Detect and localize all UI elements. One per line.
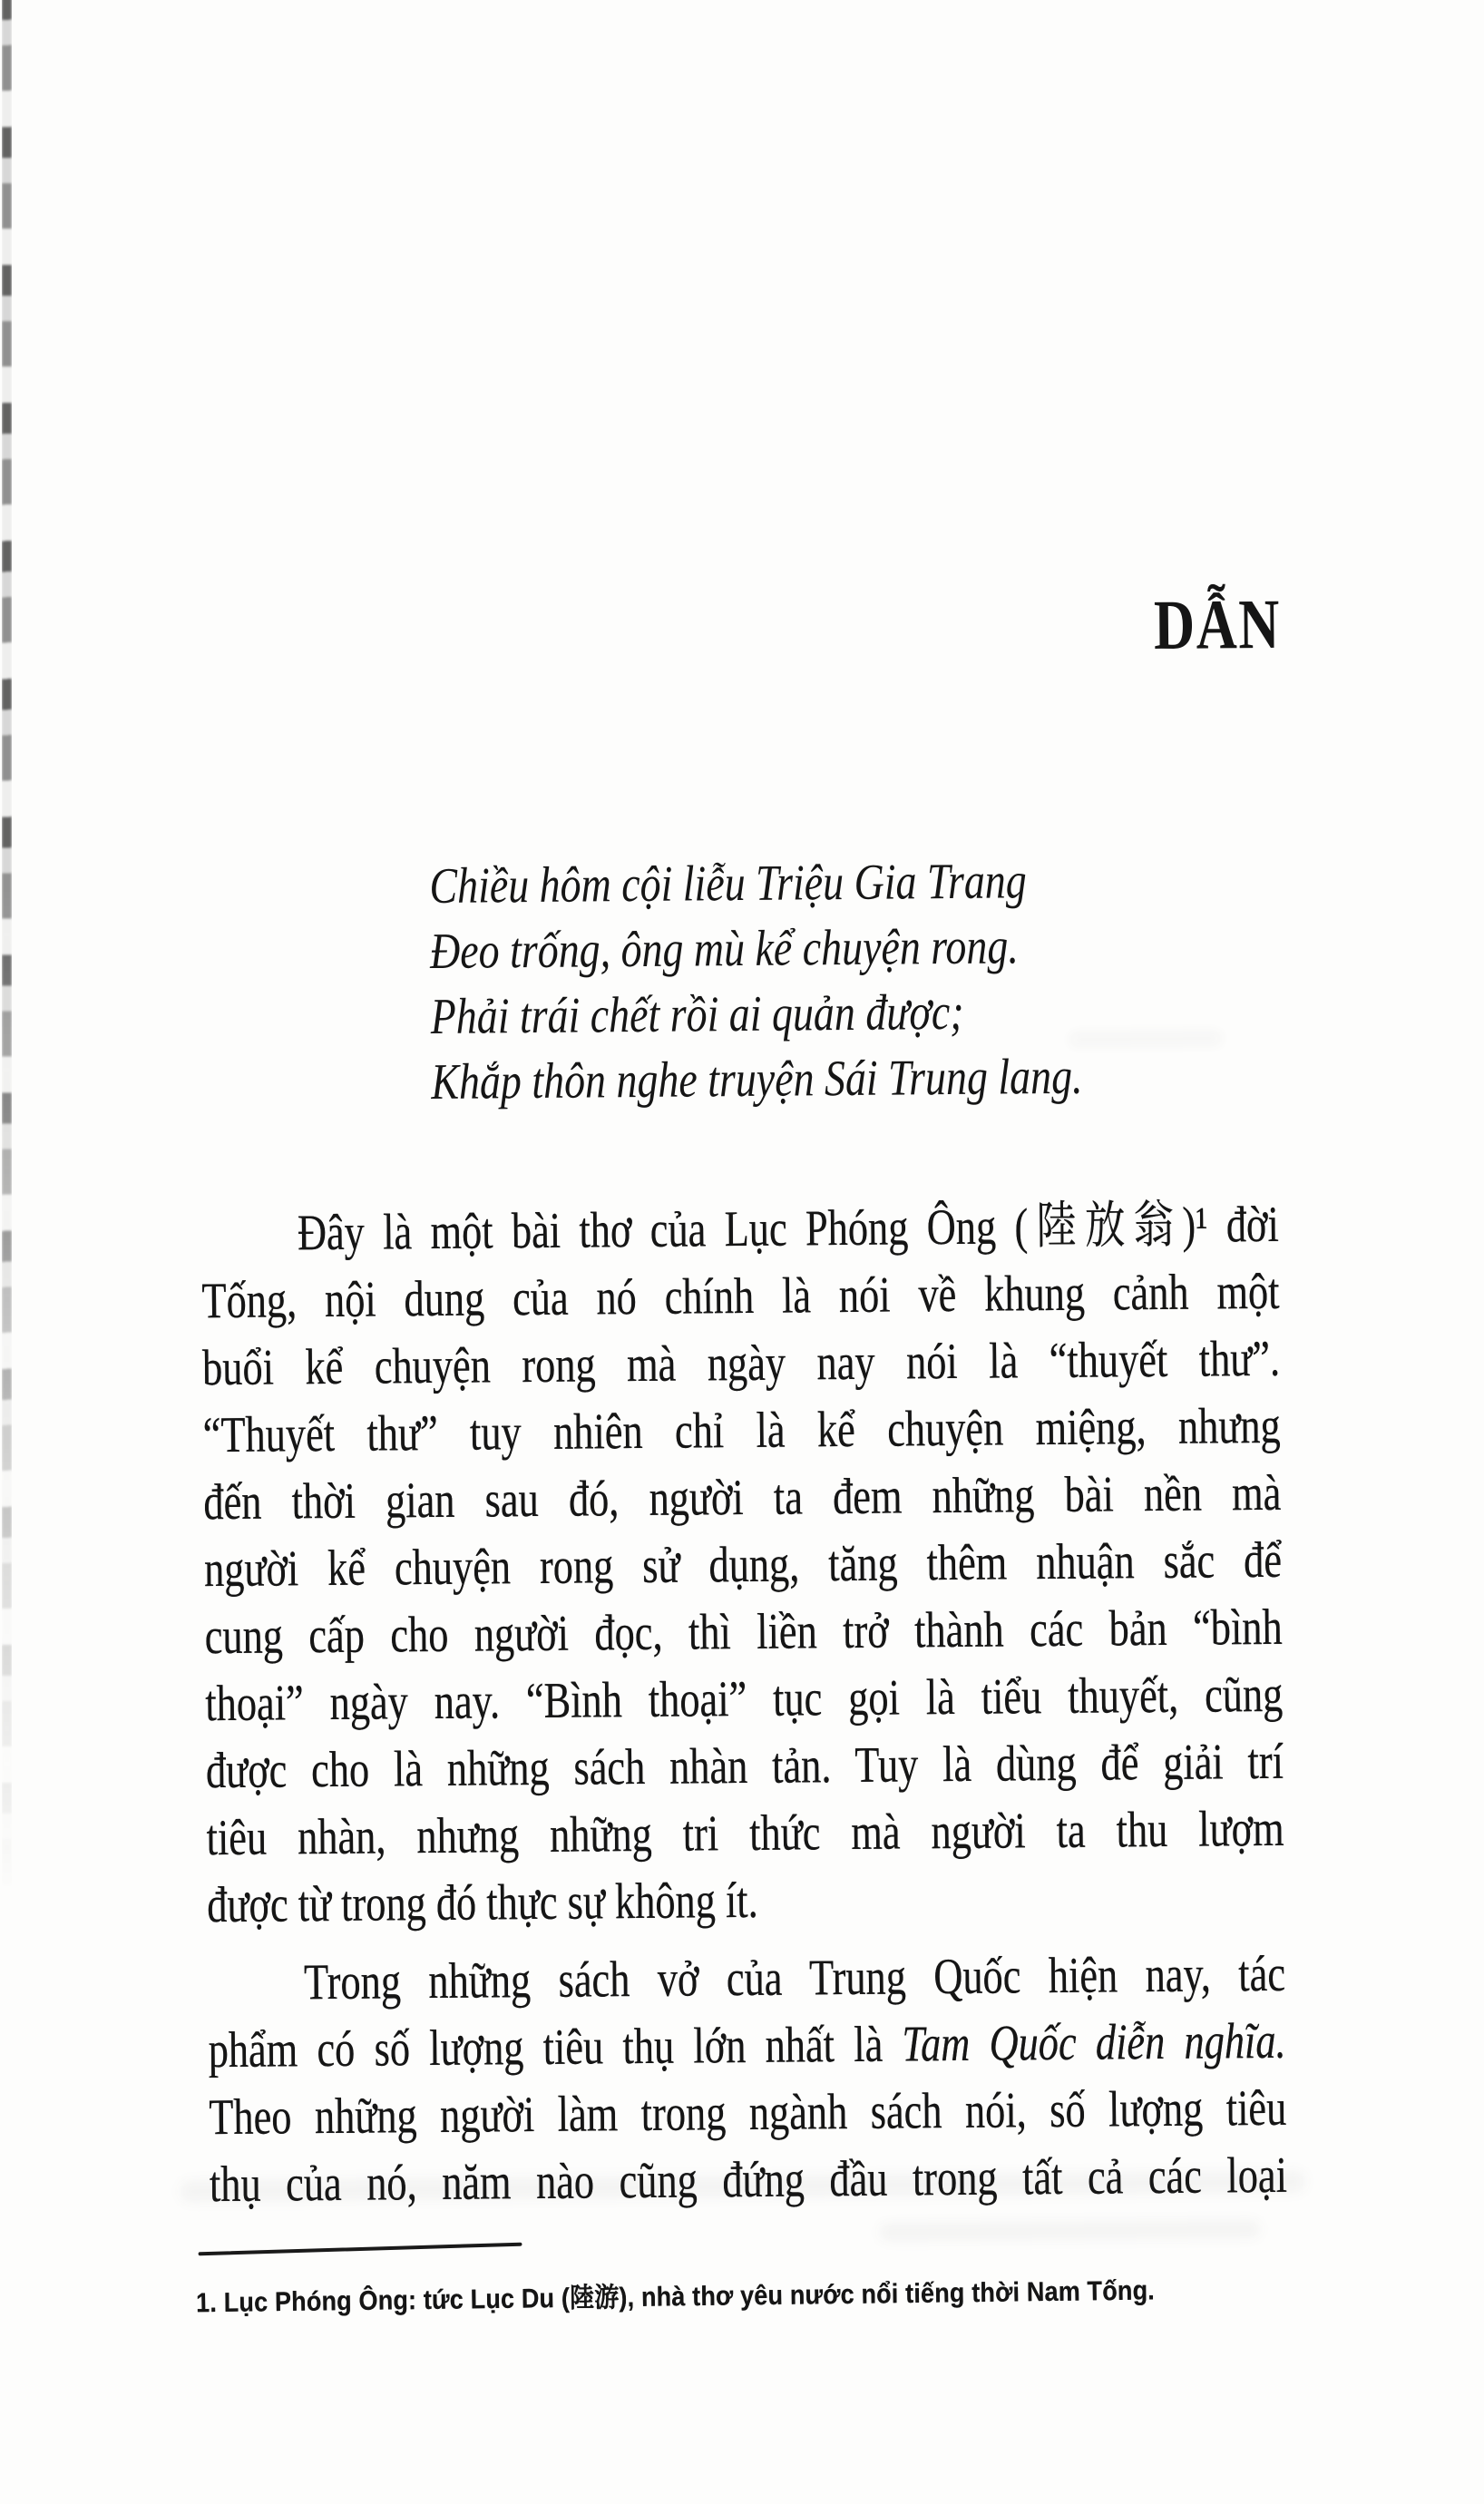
body-line: Tống, nội dung của nó chính là nói về khung cảnh một bbox=[201, 1263, 1280, 1330]
body-line: được từ trong đó thực sự không ít. bbox=[206, 1872, 758, 1934]
poem-line: Khắp thôn nghe truyện Sái Trung lang. bbox=[431, 1048, 1083, 1110]
body-line: được cho là những sách nhàn tản. Tuy là dùng để giải trí bbox=[205, 1733, 1284, 1800]
body-line: tiêu nhàn, nhưng những tri thức mà người ta thu lượm bbox=[206, 1800, 1284, 1867]
paragraph bbox=[200, 1191, 1284, 1939]
showthrough-smudge bbox=[1069, 1030, 1223, 1047]
poem-line: Chiều hôm cội liễu Triệu Gia Trang bbox=[429, 853, 1027, 915]
poem-line: Phải trái chết rồi ai quản được; bbox=[430, 983, 964, 1045]
footnote: 1. Lục Phóng Ông: tức Lục Du (陸游), nhà thơ yêu nước nổi tiếng thời Nam Tống. bbox=[195, 2275, 1156, 2319]
chapter-title: DẪN bbox=[1153, 584, 1282, 665]
body-line: buổi kể chuyện rong mà ngày nay nói là “thuyết thư”. bbox=[201, 1330, 1281, 1397]
poem-line: Đeo trống, ông mù kể chuyện rong. bbox=[429, 918, 1020, 980]
body-line: Trong những sách vở của Trung Quốc hiện nay, tác bbox=[303, 1945, 1286, 2011]
showthrough-smudge bbox=[879, 2220, 1260, 2242]
body-text bbox=[200, 1191, 1287, 2218]
body-line: phẩm có số lượng tiêu thụ lớn nhất là Tam Quốc diễn nghĩa. bbox=[208, 2012, 1286, 2079]
body-line: “Thuyết thư” tuy nhiên chỉ là kể chuyện miệng, nhưng bbox=[202, 1397, 1281, 1464]
body-line: Theo những người làm trong ngành sách nói, số lượng tiêu bbox=[209, 2079, 1287, 2147]
body-line: người kể chuyện rong sử dụng, tăng thêm nhuận sắc để bbox=[203, 1531, 1283, 1599]
body-line: đến thời gian sau đó, người ta đem những bài nền mà bbox=[203, 1464, 1282, 1531]
poem-block bbox=[429, 848, 1083, 1115]
footnote-separator bbox=[199, 2243, 522, 2256]
body-line: thoại” ngày nay. “Bình thoại” tục gọi là tiểu thuyết, cũng bbox=[205, 1666, 1284, 1733]
body-line: cung cấp cho người đọc, thì liền trở thành các bản “bình bbox=[204, 1599, 1283, 1666]
body-line: Đây là một bài thơ của Lục Phóng Ông (陸放翁)¹ đời bbox=[297, 1196, 1280, 1262]
body-line: thụ của nó, năm nào cũng đứng đầu trong tất cả các loại bbox=[209, 2147, 1288, 2214]
book-title-italic: Tam Quốc diễn nghĩa. bbox=[902, 2012, 1286, 2073]
